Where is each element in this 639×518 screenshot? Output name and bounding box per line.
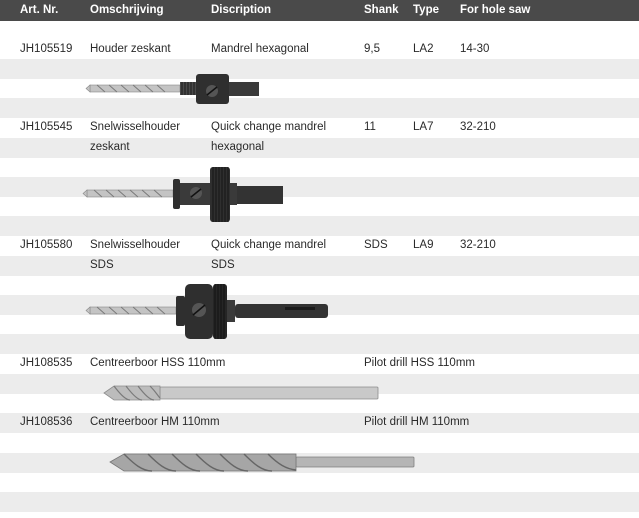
shank: SDS	[364, 239, 388, 251]
omschrijving-line-2: zeskant	[90, 141, 130, 153]
shank: 9,5	[364, 43, 380, 55]
row-band	[0, 492, 639, 512]
table-header	[0, 0, 639, 21]
discription: Pilot drill HM 110mm	[364, 416, 470, 428]
omschrijving: Snelwisselhouder	[90, 121, 181, 133]
table-row	[0, 118, 639, 138]
header-type: Type	[413, 4, 439, 16]
art-nr: JH108535	[20, 357, 73, 369]
discription: Pilot drill HSS 110mm	[364, 357, 475, 369]
art-nr: JH108536	[20, 416, 73, 428]
header-discription: Discription	[211, 4, 272, 16]
table-row	[0, 40, 639, 60]
type: LA7	[413, 121, 434, 133]
discription-line-2: hexagonal	[211, 141, 265, 153]
discription: Quick change mandrel	[211, 239, 327, 251]
omschrijving: Centreerboor HM 110mm	[90, 416, 220, 428]
type: LA2	[413, 43, 434, 55]
type: LA9	[413, 239, 434, 251]
omschrijving: Snelwisselhouder	[90, 239, 181, 251]
pilot-drill-hm-image	[108, 448, 416, 478]
discription: Mandrel hexagonal	[211, 43, 309, 55]
for-hole-saw: 14-30	[460, 43, 490, 55]
hexagonal-mandrel-image	[85, 70, 265, 110]
omschrijving: Houder zeskant	[90, 43, 171, 55]
quick-change-mandrel-hexagonal-image	[82, 163, 292, 227]
table-row	[0, 236, 639, 256]
quick-change-mandrel-sds-image	[85, 280, 335, 344]
omschrijving-line-2: SDS	[90, 259, 114, 271]
header-art-nr: Art. Nr.	[20, 4, 59, 16]
pilot-drill-hss-image	[100, 380, 382, 408]
table-row	[0, 354, 639, 374]
table-row	[0, 413, 639, 433]
art-nr: JH105519	[20, 43, 73, 55]
shank: 11	[364, 121, 376, 133]
header-for-hole-saw: For hole saw	[460, 4, 531, 16]
header-shank: Shank	[364, 4, 399, 16]
art-nr: JH105580	[20, 239, 73, 251]
table-row-continued	[0, 256, 639, 276]
for-hole-saw: 32-210	[460, 121, 496, 133]
header-omschrijving: Omschrijving	[90, 4, 164, 16]
art-nr: JH105545	[20, 121, 73, 133]
table-row-continued	[0, 138, 639, 158]
for-hole-saw: 32-210	[460, 239, 496, 251]
omschrijving: Centreerboor HSS 110mm	[90, 357, 226, 369]
discription-line-2: SDS	[211, 259, 235, 271]
discription: Quick change mandrel	[211, 121, 327, 133]
